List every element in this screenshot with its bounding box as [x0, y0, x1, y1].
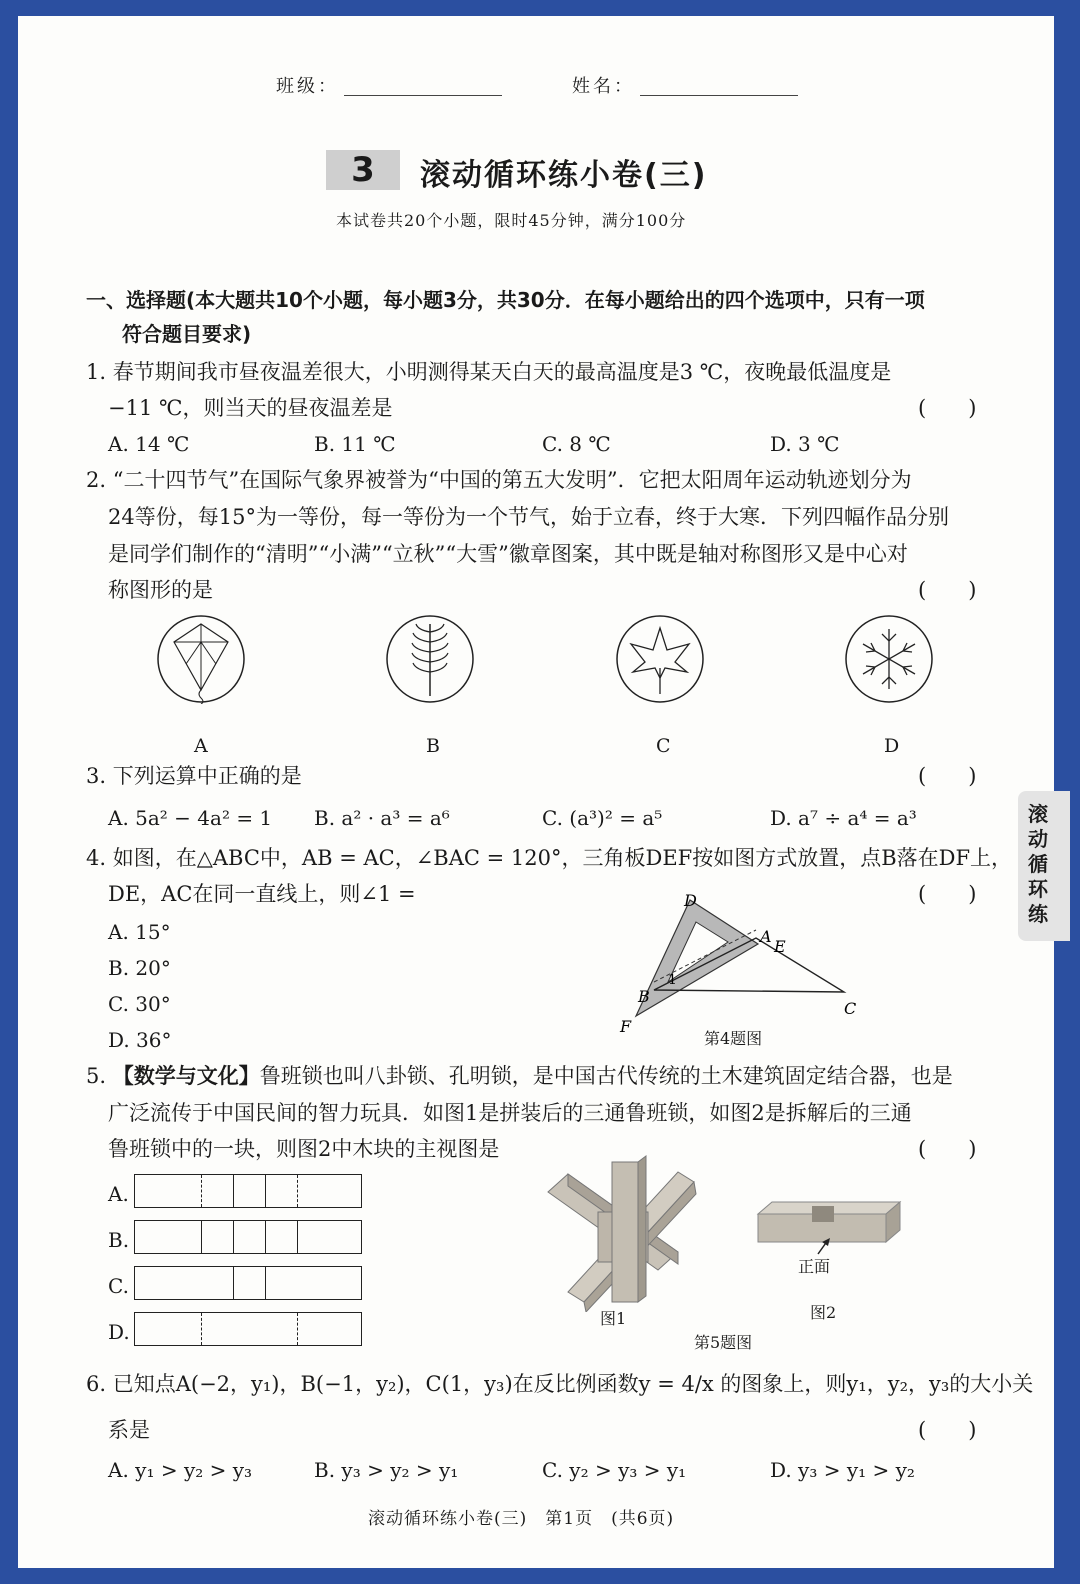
q5-option-a-label[interactable]: A.: [108, 1182, 129, 1206]
q1-line1: 1. 春节期间我市昼夜温差很大，小明测得某天白天的最高温度是3 ℃，夜晚最低温度是: [86, 360, 892, 384]
q4-line2: DE，AC在同一直线上，则∠1 =: [108, 882, 416, 906]
badge-label-c: C: [656, 735, 671, 757]
q6-option-a[interactable]: A. y₁ > y₂ > y₃: [108, 1458, 253, 1482]
q4-line1: 4. 如图，在△ABC中，AB = AC，∠BAC = 120°，三角板DEF按如图方式放置，点B落在DF上，: [86, 846, 1013, 870]
q1-line2: −11 ℃，则当天的昼夜温差是: [108, 396, 393, 420]
section-heading: 一、选择题(本大题共10个小题，每小题3分，共30分．在每小题给出的四个选项中，只有一项: [86, 288, 925, 312]
q5-tag: 【数学与文化】: [112, 1064, 260, 1088]
badge-d-snowflake[interactable]: [844, 614, 934, 704]
q3-option-a[interactable]: A. 5a² − 4a² = 1: [108, 806, 273, 830]
q5-line1: 5. 【数学与文化】鲁班锁也叫八卦锁、孔明锁，是中国古代传统的土木建筑固定结合器，也是: [86, 1064, 953, 1088]
q5-caption: 第5题图: [694, 1333, 753, 1352]
page-footer: 滚动循环练小卷(三) 第1页 (共6页): [368, 1509, 675, 1529]
luban-lock-assembled: [538, 1152, 708, 1312]
fig1-caption: 图1: [600, 1309, 627, 1328]
q4-option-b[interactable]: B. 20°: [108, 956, 171, 980]
front-label: 正面: [798, 1257, 831, 1276]
subtitle: 本试卷共20个小题，限时45分钟，满分100分: [336, 211, 687, 230]
q2-line2: 24等份，每15°为一等份，每一等份为一个节气，始于立春，终于大寒．下列四幅作品分别: [108, 505, 949, 529]
class-label: 班级：: [276, 76, 339, 97]
point-d: D: [684, 891, 697, 910]
q1-option-d[interactable]: D. 3 ℃: [770, 432, 840, 456]
q2-line1: 2. “二十四节气”在国际气象界被誉为“中国的第五大发明”．它把太阳周年运动轨迹划分为: [86, 468, 912, 492]
q4-option-c[interactable]: C. 30°: [108, 992, 171, 1016]
name-label: 姓名：: [572, 76, 635, 97]
badge-a-kite[interactable]: [156, 614, 246, 704]
q3-option-d[interactable]: D. a⁷ ÷ a⁴ = a³: [770, 806, 917, 830]
q1-option-a[interactable]: A. 14 ℃: [108, 432, 190, 456]
fig2-caption: 图2: [810, 1303, 837, 1322]
q6-line1: 6. 已知点A(−2，y₁)，B(−1，y₂)，C(1，y₃)在反比例函数y = 4/x 的图象上，则y₁，y₂，y₃的大小关: [86, 1372, 1034, 1396]
q5-option-c-view[interactable]: [134, 1266, 362, 1300]
q6-line2: 系是: [108, 1418, 150, 1442]
q5-option-b-label[interactable]: B.: [108, 1228, 130, 1252]
q6-option-b[interactable]: B. y₃ > y₂ > y₁: [314, 1458, 459, 1482]
q3-option-b[interactable]: B. a² · a³ = a⁶: [314, 806, 450, 830]
q6-answer-paren[interactable]: ( ): [918, 1418, 977, 1442]
q4-option-d[interactable]: D. 36°: [108, 1028, 172, 1052]
q1-option-c[interactable]: C. 8 ℃: [542, 432, 611, 456]
class-blank[interactable]: [344, 94, 502, 96]
badge-label-a: A: [194, 735, 208, 757]
section-heading-cont: 符合题目要求): [122, 322, 252, 346]
badge-c-leaf[interactable]: [615, 614, 705, 704]
point-a: A: [760, 927, 772, 946]
exam-page: [18, 16, 1054, 1568]
q5-option-d-label[interactable]: D.: [108, 1320, 130, 1344]
badge-label-b: B: [426, 735, 440, 757]
q5-option-d-view[interactable]: [134, 1312, 362, 1346]
q5-option-b-view[interactable]: [134, 1220, 362, 1254]
badge-label-d: D: [884, 735, 900, 757]
paper-number: 3: [326, 150, 400, 190]
page-title: 滚动循环练小卷(三): [420, 158, 708, 193]
q2-line4: 称图形的是: [108, 578, 213, 602]
q3-answer-paren[interactable]: ( ): [918, 764, 977, 788]
q6-option-c[interactable]: C. y₂ > y₃ > y₁: [542, 1458, 687, 1482]
angle-1: 1: [668, 972, 677, 988]
q5-line3: 鲁班锁中的一块，则图2中木块的主视图是: [108, 1137, 500, 1161]
q4-answer-paren[interactable]: ( ): [918, 882, 977, 906]
q4-option-a[interactable]: A. 15°: [108, 920, 171, 944]
arrow-up-icon: [814, 1236, 834, 1256]
point-e: E: [774, 937, 786, 956]
q5-line2: 广泛流传于中国民间的智力玩具．如图1是拼装后的三通鲁班锁，如图2是拆解后的三通: [108, 1101, 912, 1125]
point-f: F: [620, 1017, 632, 1036]
point-b: B: [638, 987, 650, 1006]
q5-line1-text: 鲁班锁也叫八卦锁、孔明锁，是中国古代传统的土木建筑固定结合器，也是: [259, 1064, 953, 1088]
q1-answer-paren[interactable]: ( ): [918, 396, 977, 420]
q3-stem: 3. 下列运算中正确的是: [86, 764, 302, 788]
q6-option-d[interactable]: D. y₃ > y₁ > y₂: [770, 1458, 915, 1482]
q4-caption: 第4题图: [704, 1029, 763, 1048]
side-tab-label: 滚动循环练: [1028, 802, 1048, 926]
q5-option-c-label[interactable]: C.: [108, 1274, 129, 1298]
point-c: C: [844, 999, 857, 1018]
q5-answer-paren[interactable]: ( ): [918, 1137, 977, 1161]
q2-answer-paren[interactable]: ( ): [918, 578, 977, 602]
badge-b-wheat[interactable]: [385, 614, 475, 704]
q3-option-c[interactable]: C. (a³)² = a⁵: [542, 806, 663, 830]
q5-option-a-view[interactable]: [134, 1174, 362, 1208]
q1-option-b[interactable]: B. 11 ℃: [314, 432, 396, 456]
name-blank[interactable]: [640, 94, 798, 96]
q2-line3: 是同学们制作的“清明”“小满”“立秋”“大雪”徽章图案，其中既是轴对称图形又是中心对: [108, 542, 908, 566]
q4-triangle-figure: [608, 886, 868, 1036]
